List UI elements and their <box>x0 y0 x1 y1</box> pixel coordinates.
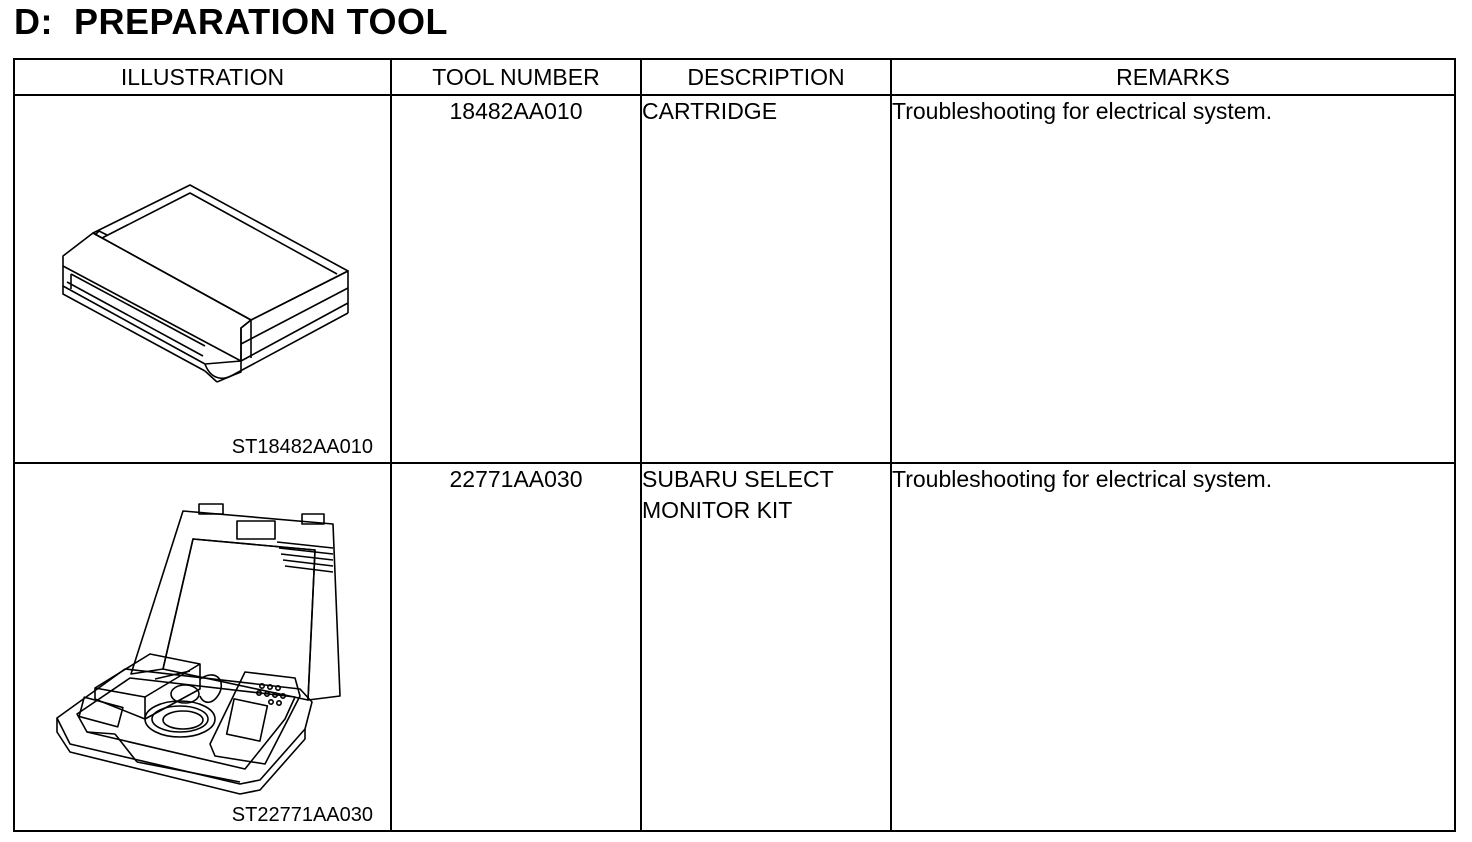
description-line: CARTRIDGE <box>642 98 778 124</box>
illustration-cell <box>14 95 391 463</box>
header-remarks: REMARKS <box>891 59 1455 95</box>
remarks-cell <box>891 95 1455 463</box>
header-illustration: ILLUSTRATION <box>14 59 391 95</box>
cartridge-drawing-icon <box>15 96 391 462</box>
description-cell <box>641 95 891 463</box>
table-row <box>14 95 1455 463</box>
tool-number-cell <box>391 463 641 831</box>
tool-number: 18482AA010 <box>449 98 583 124</box>
monitor-kit-case-drawing-icon <box>15 464 391 830</box>
table-header-row <box>14 59 1455 95</box>
description-cell <box>641 463 891 831</box>
header-description: DESCRIPTION <box>641 59 891 95</box>
illustration-code: ST18482AA010 <box>231 436 373 458</box>
remarks-text: Troubleshooting for electrical system. <box>892 466 1273 492</box>
remarks-text: Troubleshooting for electrical system. <box>892 98 1273 124</box>
illustration-code: ST22771AA030 <box>231 804 373 826</box>
table-row <box>14 463 1455 831</box>
preparation-tool-table <box>13 58 1456 832</box>
description-line: SUBARU SELECT <box>642 466 834 492</box>
header-tool-number: TOOL NUMBER <box>391 59 641 95</box>
illustration-cell <box>14 463 391 831</box>
page-title: D: PREPARATION TOOL <box>14 1 449 42</box>
description-line: MONITOR KIT <box>642 497 793 523</box>
tool-number: 22771AA030 <box>449 466 583 492</box>
remarks-cell <box>891 463 1455 831</box>
tool-number-cell <box>391 95 641 463</box>
